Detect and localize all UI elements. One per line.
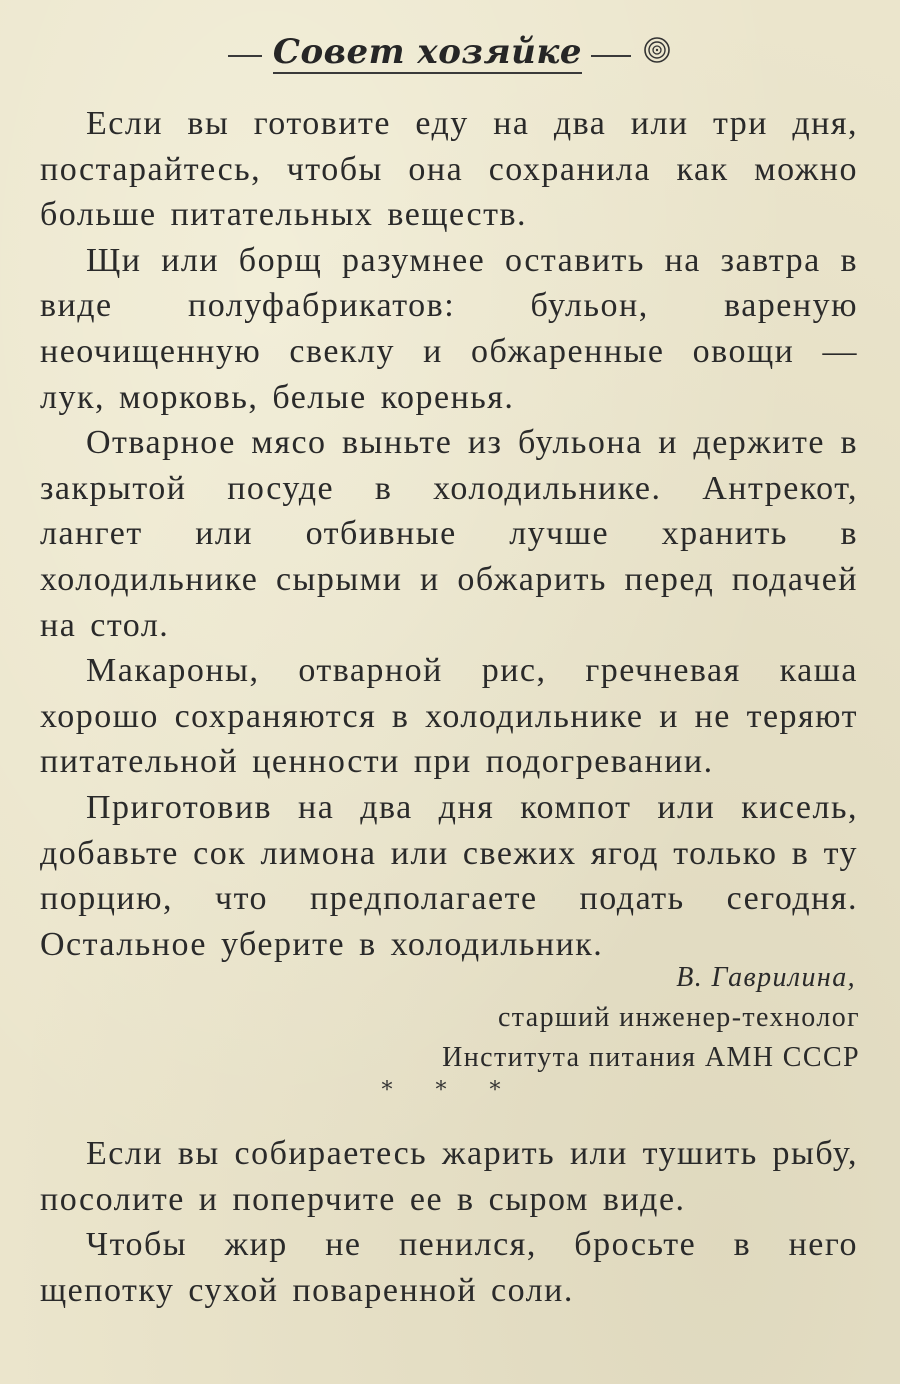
- paragraph: Щи или борщ разумнее оставить на завтра в виде полуфабрикатов: бульон, вареную неочищенную свеклу и обжаренные овощи — лук, морковь, белые коренья.: [40, 241, 858, 416]
- tips-section: [40, 1131, 858, 1313]
- article-body: [40, 101, 858, 967]
- paragraph: Макароны, отварной рис, гречневая каша хорошо сохраняются в холодильнике и не теряют питательной ценности при подогревании.: [40, 652, 858, 781]
- paragraph: Приготовив на два дня компот или кисель, добавьте сок лимона или свежих ягод только в ту порцию, что предполагаете подать сегодня. Остальное уберите в холодильник.: [40, 788, 858, 963]
- author-signature: [442, 958, 860, 1078]
- heading-left-rule: [228, 55, 262, 57]
- section-divider: * * *: [381, 1078, 519, 1103]
- paragraph: Отварное мясо выньте из бульона и держите в закрытой посуде в холодильнике. Антрекот, лангет или отбивные лучше хранить в холодильнике сырыми и обжарить перед подачей на стол.: [40, 424, 858, 644]
- paragraph: Если вы готовите еду на два или три дня, постарайтесь, чтобы она сохранила как можно больше питательных веществ.: [40, 105, 858, 234]
- tip-paragraph: Чтобы жир не пенился, бросьте в него щепотку сухой поваренной соли.: [40, 1226, 858, 1309]
- page-title: Совет хозяйке: [272, 32, 582, 72]
- author-name: В. Гаврилина,: [676, 962, 856, 993]
- author-position: старший инженер-технолог: [497, 1002, 860, 1033]
- spiral-icon: [642, 35, 672, 65]
- tip-paragraph: Если вы собираетесь жарить или тушить рыбу, посолите и поперчите ее в сыром виде.: [40, 1135, 858, 1218]
- heading-right-rule: [591, 55, 631, 57]
- author-institution: Института питания АМН СССР: [442, 1042, 860, 1073]
- heading-row: [0, 32, 900, 74]
